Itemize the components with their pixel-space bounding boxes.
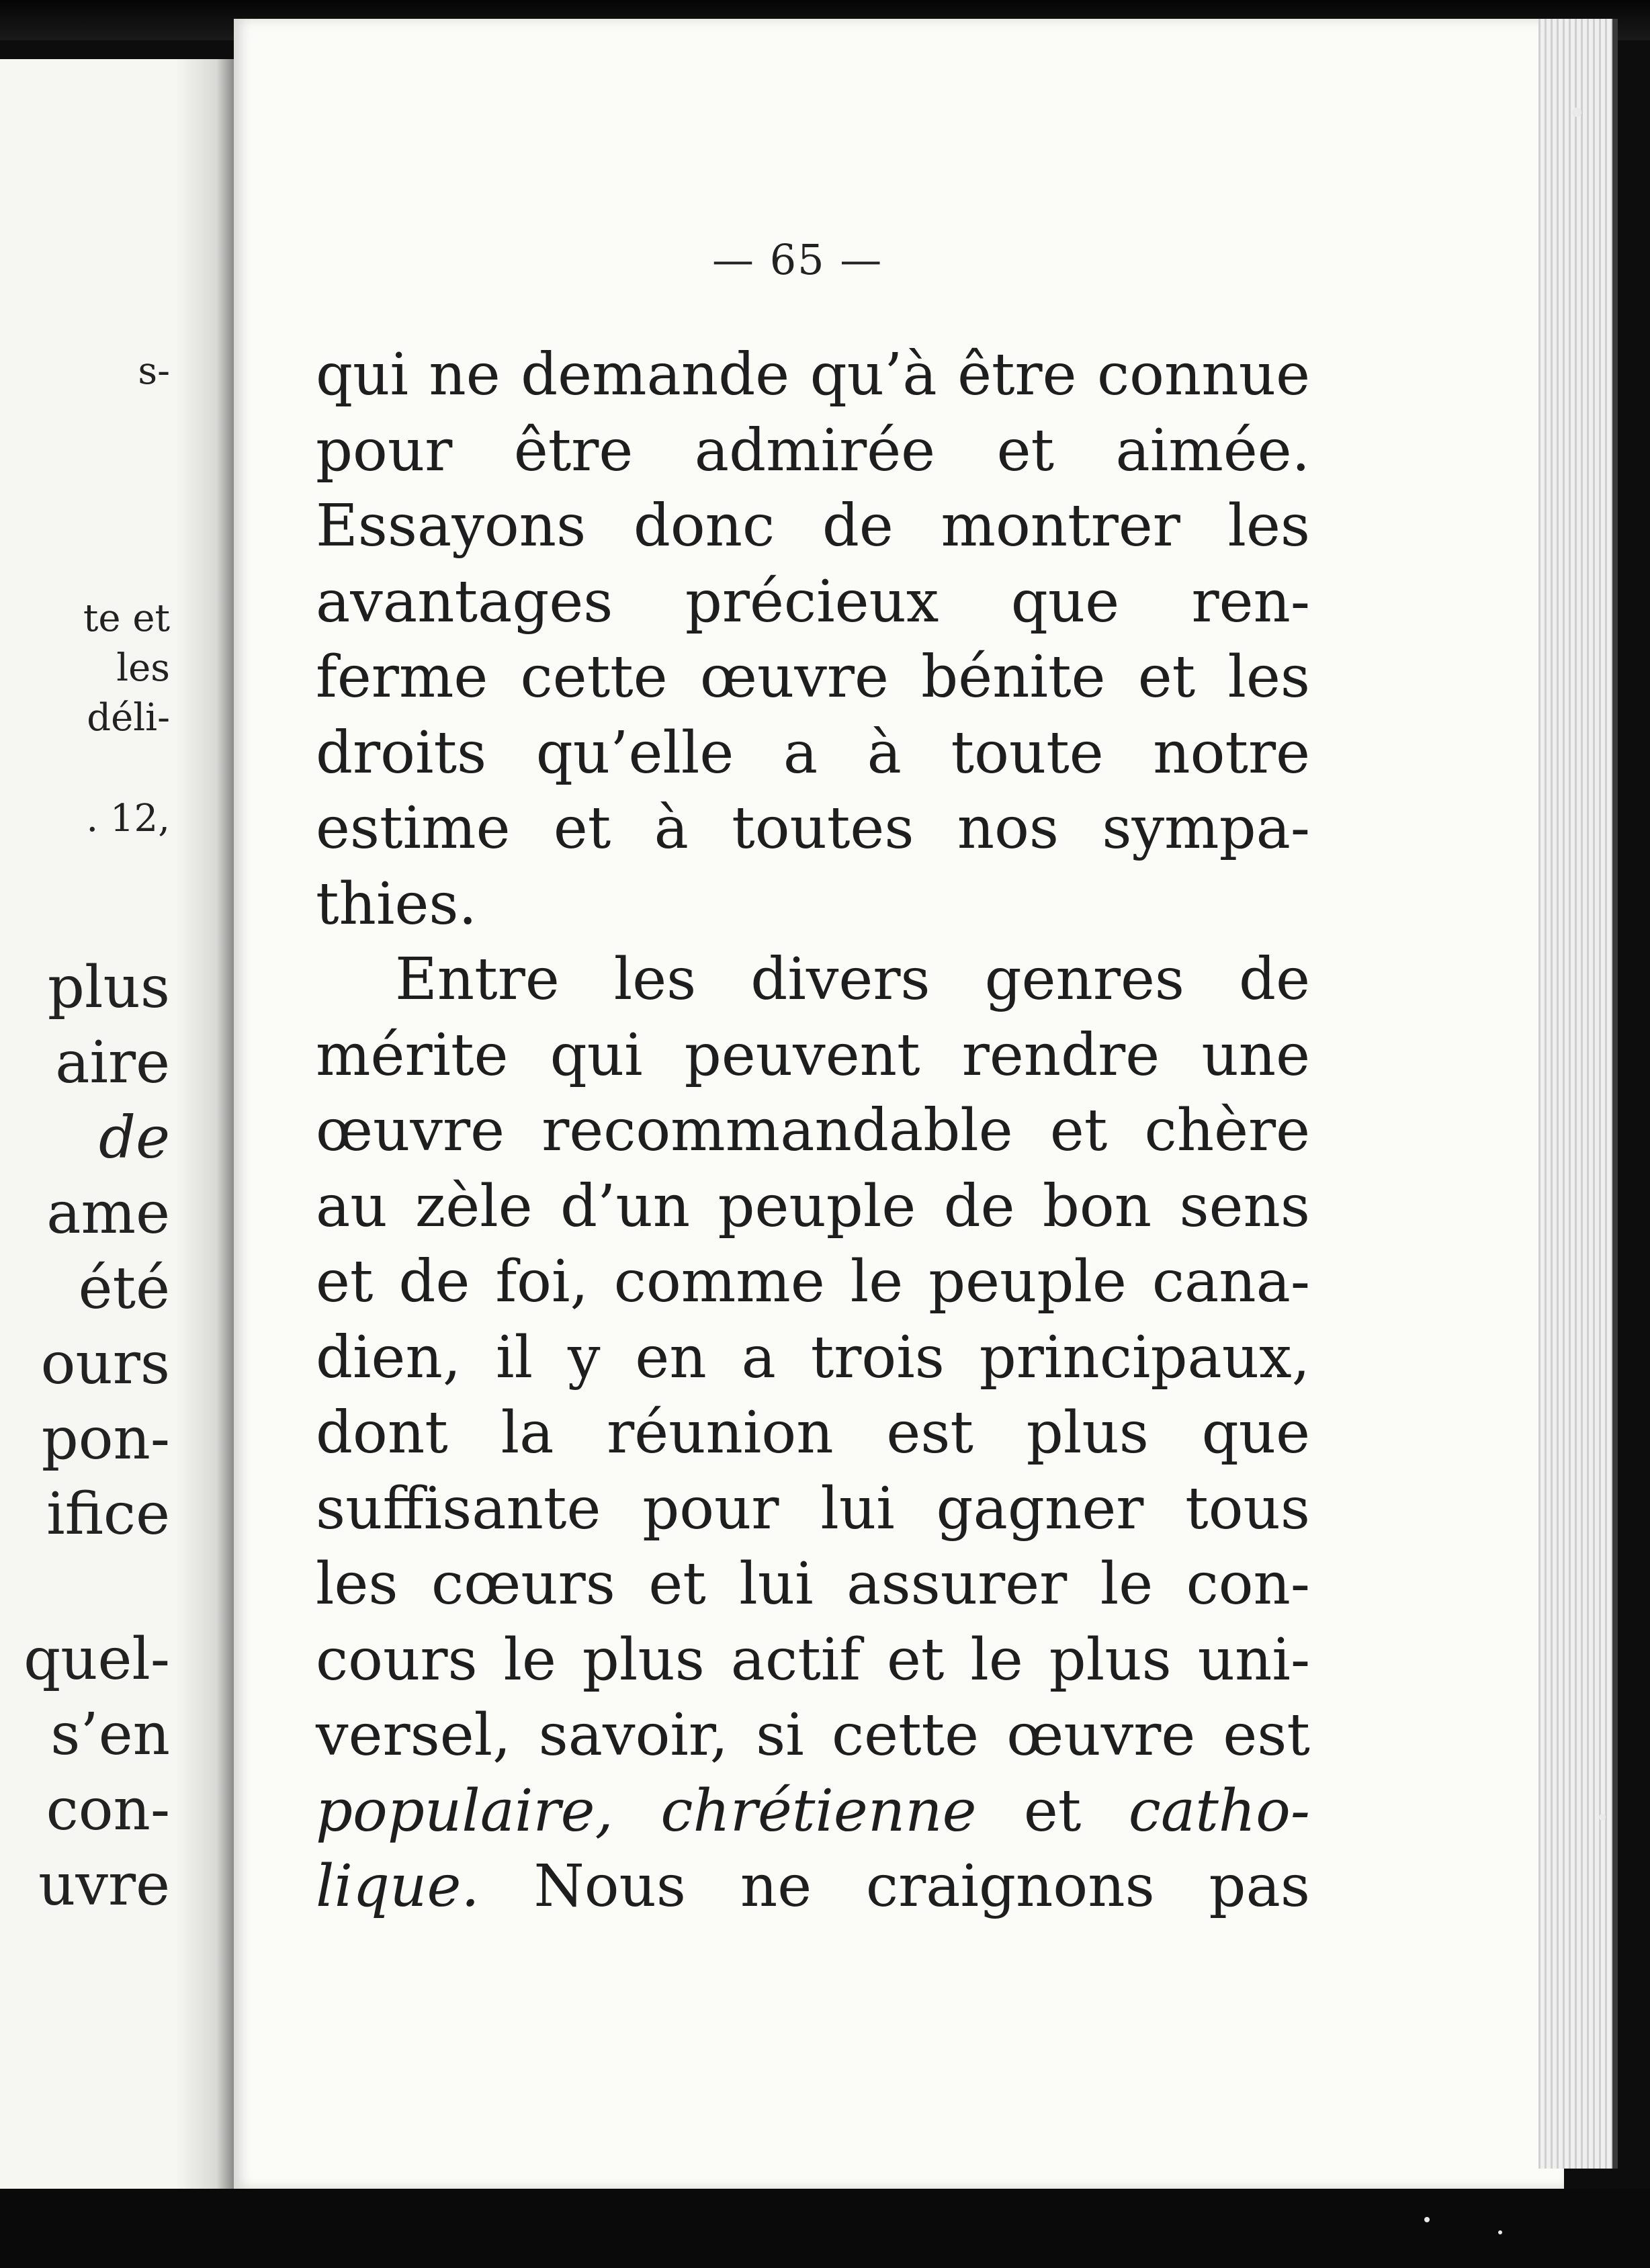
text-line (316, 413, 1310, 489)
left-page-fragment: ours (40, 1330, 170, 1397)
text-line (316, 1849, 1310, 1925)
left-page-fragment: ame (46, 1180, 170, 1247)
text-segment: Entre les divers genres de (395, 946, 1310, 1013)
page-body-text (316, 337, 1310, 1925)
text-segment: pour être admirée et aimée. (316, 417, 1310, 484)
left-page-fragment: plus (47, 954, 170, 1021)
left-page-fragment: con- (46, 1776, 170, 1843)
dust-speck (1498, 2230, 1502, 2234)
page-number: — 65 — (712, 235, 883, 284)
text-line (316, 1395, 1310, 1471)
text-segment: Nous ne craignons pas (479, 1853, 1310, 1920)
left-page-fragment: les (116, 646, 170, 690)
left-page-fragment: s’en (50, 1701, 170, 1768)
text-line (316, 942, 1310, 1018)
text-line (316, 1244, 1310, 1320)
dust-speck (1424, 2217, 1430, 2222)
left-page-fragment: de (99, 1104, 170, 1172)
text-line (316, 791, 1310, 867)
left-page-fragment: quel- (24, 1626, 170, 1693)
text-segment: droits qu’elle a à toute notre (316, 719, 1310, 787)
text-line (316, 1471, 1310, 1547)
text-line (316, 1774, 1310, 1849)
text-line (316, 640, 1310, 715)
text-segment: dien, il y en a trois principaux, (316, 1323, 1310, 1391)
text-line (316, 1546, 1310, 1622)
text-segment: Essayons donc de montrer les (316, 492, 1310, 560)
text-segment: versel, savoir, si cette œuvre est (316, 1702, 1310, 1769)
italic-text: lique. (316, 1853, 480, 1920)
left-page-fragment: . 12, (86, 797, 170, 840)
dust-speck (1572, 107, 1581, 117)
text-segment: avantages précieux que ren- (316, 568, 1310, 636)
italic-text: populaire, (316, 1777, 613, 1845)
text-segment: et (976, 1777, 1129, 1845)
text-line (316, 1622, 1310, 1698)
text-segment: œuvre recommandable et chère (316, 1097, 1310, 1164)
text-segment: cours le plus actif et le plus uni- (316, 1626, 1310, 1694)
text-line (316, 337, 1310, 413)
text-line (316, 1093, 1310, 1169)
text-line (316, 1698, 1310, 1774)
bottom-scan-border (0, 2189, 1650, 2268)
text-line (316, 1018, 1310, 1094)
text-segment: thies. (316, 870, 477, 938)
text-segment: ferme cette œuvre bénite et les (316, 644, 1310, 711)
text-segment: qui ne demande qu’à être connue (316, 341, 1310, 408)
left-page-fragment: été (78, 1255, 170, 1322)
text-segment: les cœurs et lui assurer le con- (316, 1551, 1310, 1618)
left-page-fragment: déli- (87, 696, 170, 740)
left-page-fragment: aire (55, 1029, 170, 1096)
text-segment (613, 1778, 660, 1845)
text-segment: au zèle d’un peuple de bon sens (316, 1172, 1310, 1240)
text-line (316, 1320, 1310, 1396)
text-segment: dont la réunion est plus que (316, 1399, 1310, 1467)
left-page-fragment: uvre (38, 1851, 170, 1919)
left-page-fragment: pon- (41, 1405, 170, 1473)
text-segment: estime et à toutes nos sympa- (316, 795, 1310, 862)
text-line (316, 715, 1310, 791)
left-page-fragment: s- (138, 349, 170, 393)
text-segment: et de foi, comme le peuple cana- (316, 1248, 1310, 1315)
italic-text: catho- (1128, 1777, 1310, 1845)
dust-speck (1599, 1814, 1606, 1821)
left-page-fragment: ifice (46, 1481, 170, 1548)
text-segment: mérite qui peuvent rendre une (316, 1021, 1310, 1089)
text-line (316, 1169, 1310, 1245)
text-line (316, 867, 1310, 943)
page-fore-edge (1538, 19, 1618, 2169)
text-line (316, 564, 1310, 640)
italic-text: chrétienne (660, 1777, 977, 1845)
book-gutter (176, 59, 234, 2189)
text-line (316, 488, 1310, 564)
text-segment: suffisante pour lui gagner tous (316, 1475, 1310, 1542)
left-page-fragment: te et (83, 597, 170, 640)
